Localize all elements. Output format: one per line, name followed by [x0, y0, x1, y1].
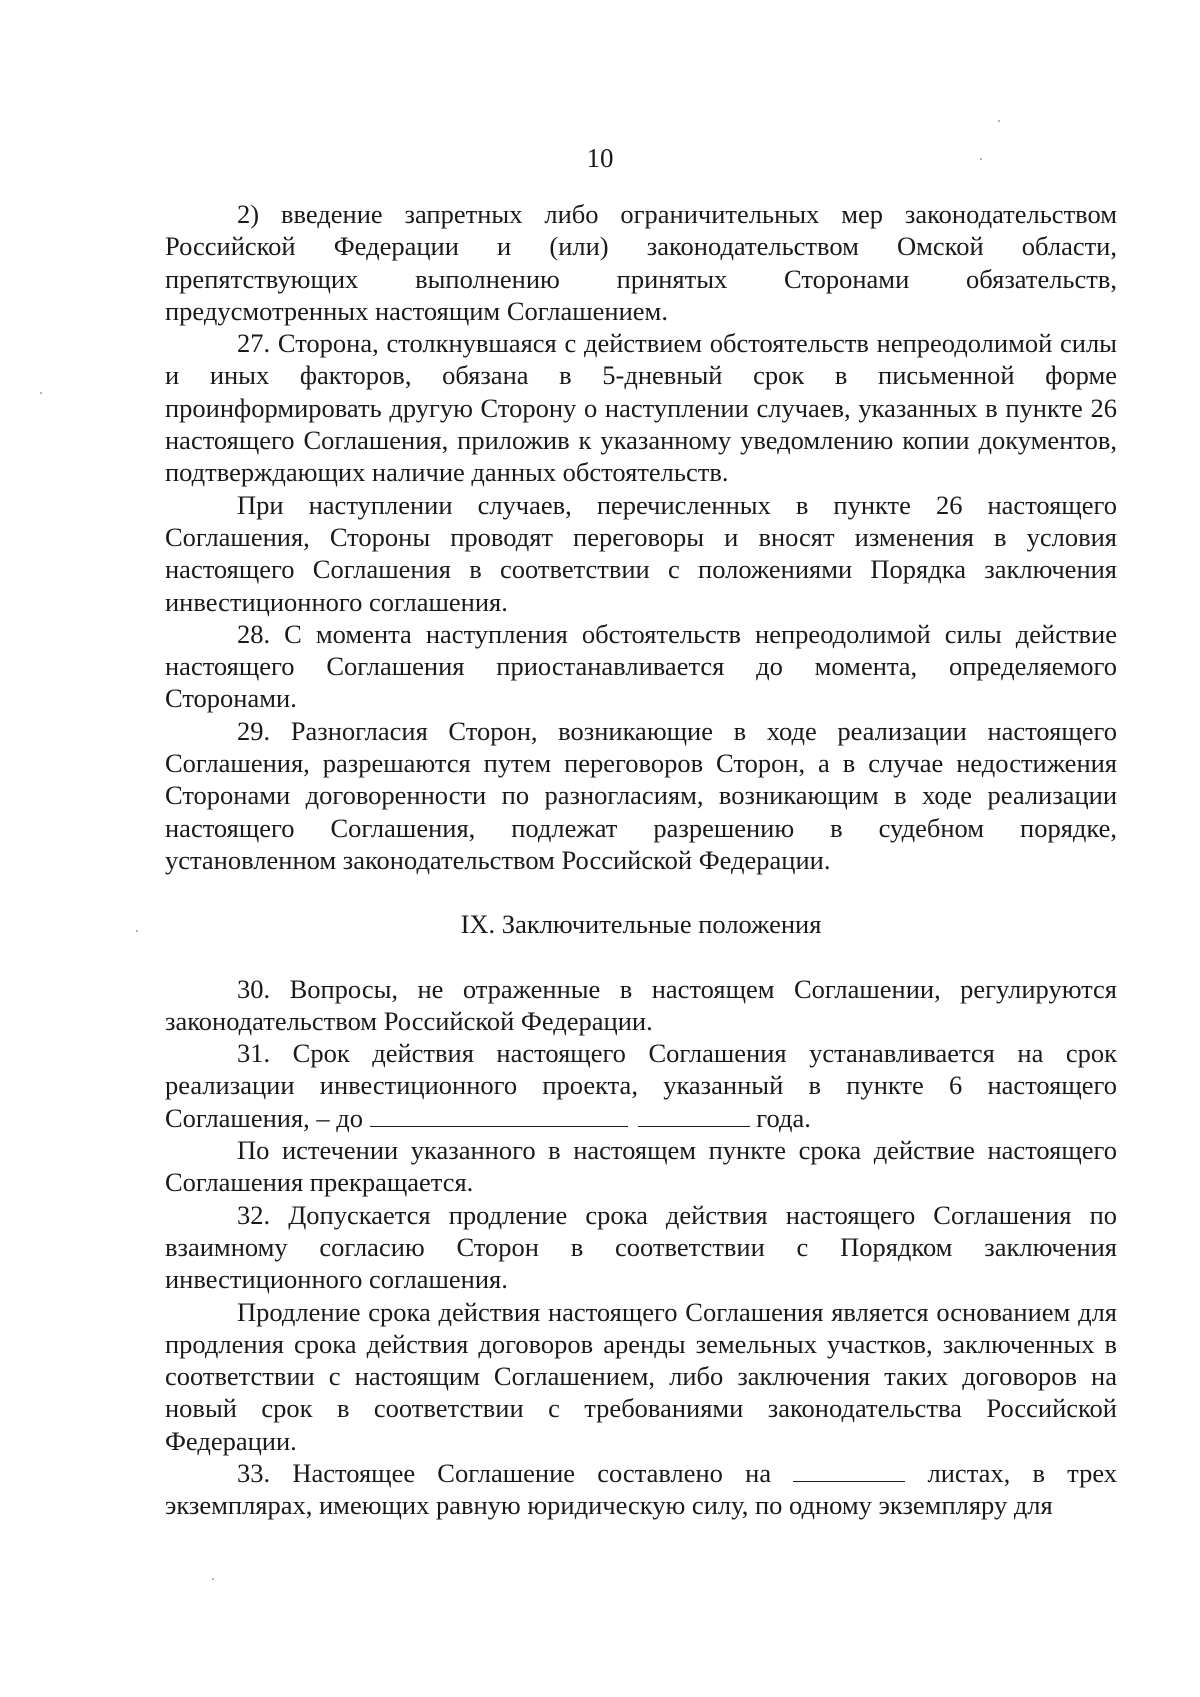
scan-speck [212, 1578, 214, 1580]
date-blank-field [370, 1102, 628, 1127]
paragraph-28: 28. С момента наступления обстоятельств непреодолимой силы действие настоящего Соглашения приостанавливается до момента, определяемого Сторонами. [165, 618, 1117, 714]
scan-speck [998, 120, 1000, 122]
paragraph-27-continued: При наступлении случаев, перечисленных в пункте 26 настоящего Соглашения, Стороны проводят переговоры и вносят изменения в условия настоящего Соглашения в соответствии с положениями Порядка заключения инвестиционного соглашения. [165, 489, 1117, 617]
sheets-blank-field [793, 1457, 905, 1482]
page-number: 10 [586, 143, 614, 173]
scan-speck [136, 930, 138, 932]
paragraph-31 [165, 1037, 1117, 1134]
scan-speck [40, 392, 42, 394]
paragraph-31-text: 31. Срок действия настоящего Соглашения устанавливается на срок реализации инвестиционного проекта, указанный в пункте 6 настоящего Соглашения, – до [165, 1038, 1117, 1133]
paragraph-33-text: 33. Настоящее Соглашение составлено на [237, 1457, 794, 1488]
year-blank-field [638, 1102, 750, 1127]
paragraph-33-suffix: листах, в трех экземплярах, имеющих равную юридическую силу, по одному экземпляру для [165, 1457, 1117, 1521]
paragraph-31-suffix: года. [749, 1102, 811, 1133]
section-heading: IX. Заключительные положения [460, 909, 822, 940]
paragraph-31-continued: По истечении указанного в настоящем пункте срока действие настоящего Соглашения прекращается. [165, 1135, 1117, 1198]
paragraph-33 [165, 1457, 1117, 1522]
paragraph-32-continued: Продление срока действия настоящего Соглашения является основанием для продления срока действия договоров аренды земельных участков, заключенных в соответствии с настоящим Соглашением, либо заключения таких договоров на новый срок в соответствии с требованиями законодательства Российской Федерации. [165, 1296, 1117, 1456]
paragraph-32: 32. Допускается продление срока действия настоящего Соглашения по взаимному согласию Сторон в соответствии с Порядком заключения инвестиционного соглашения. [165, 1199, 1117, 1295]
paragraph-30: 30. Вопросы, не отраженные в настоящем Соглашении, регулируются законодательством Российской Федерации. [165, 973, 1117, 1036]
document-body [165, 198, 1117, 1522]
paragraph-item-2: 2) введение запретных либо ограничительных мер законодательством Российской Федерации и (или) законодательством Омской области, препятствующих выполнению принятых Сторонами обязательств, предусмотренных настоящим Соглашением. [165, 199, 1117, 326]
paragraph-29: 29. Разногласия Сторон, возникающие в ходе реализации настоящего Соглашения, разрешаются путем переговоров Сторон, а в случае недостижения Сторонами договоренности по разногласиям, возникающим в ходе реализации настоящего Соглашения, подлежат разрешению в судебном порядке, установленном законодательством Российской Федерации. [165, 715, 1117, 875]
paragraph-27: 27. Сторона, столкнувшаяся с действием обстоятельств непреодолимой силы и иных факторов, обязана в 5-дневный срок в письменной форме проинформировать другую Сторону о наступлении случаев, указанных в пункте 26 настоящего Соглашения, приложив к указанному уведомлению копии документов, подтверждающих наличие данных обстоятельств. [165, 328, 1117, 488]
scan-speck [980, 158, 982, 160]
